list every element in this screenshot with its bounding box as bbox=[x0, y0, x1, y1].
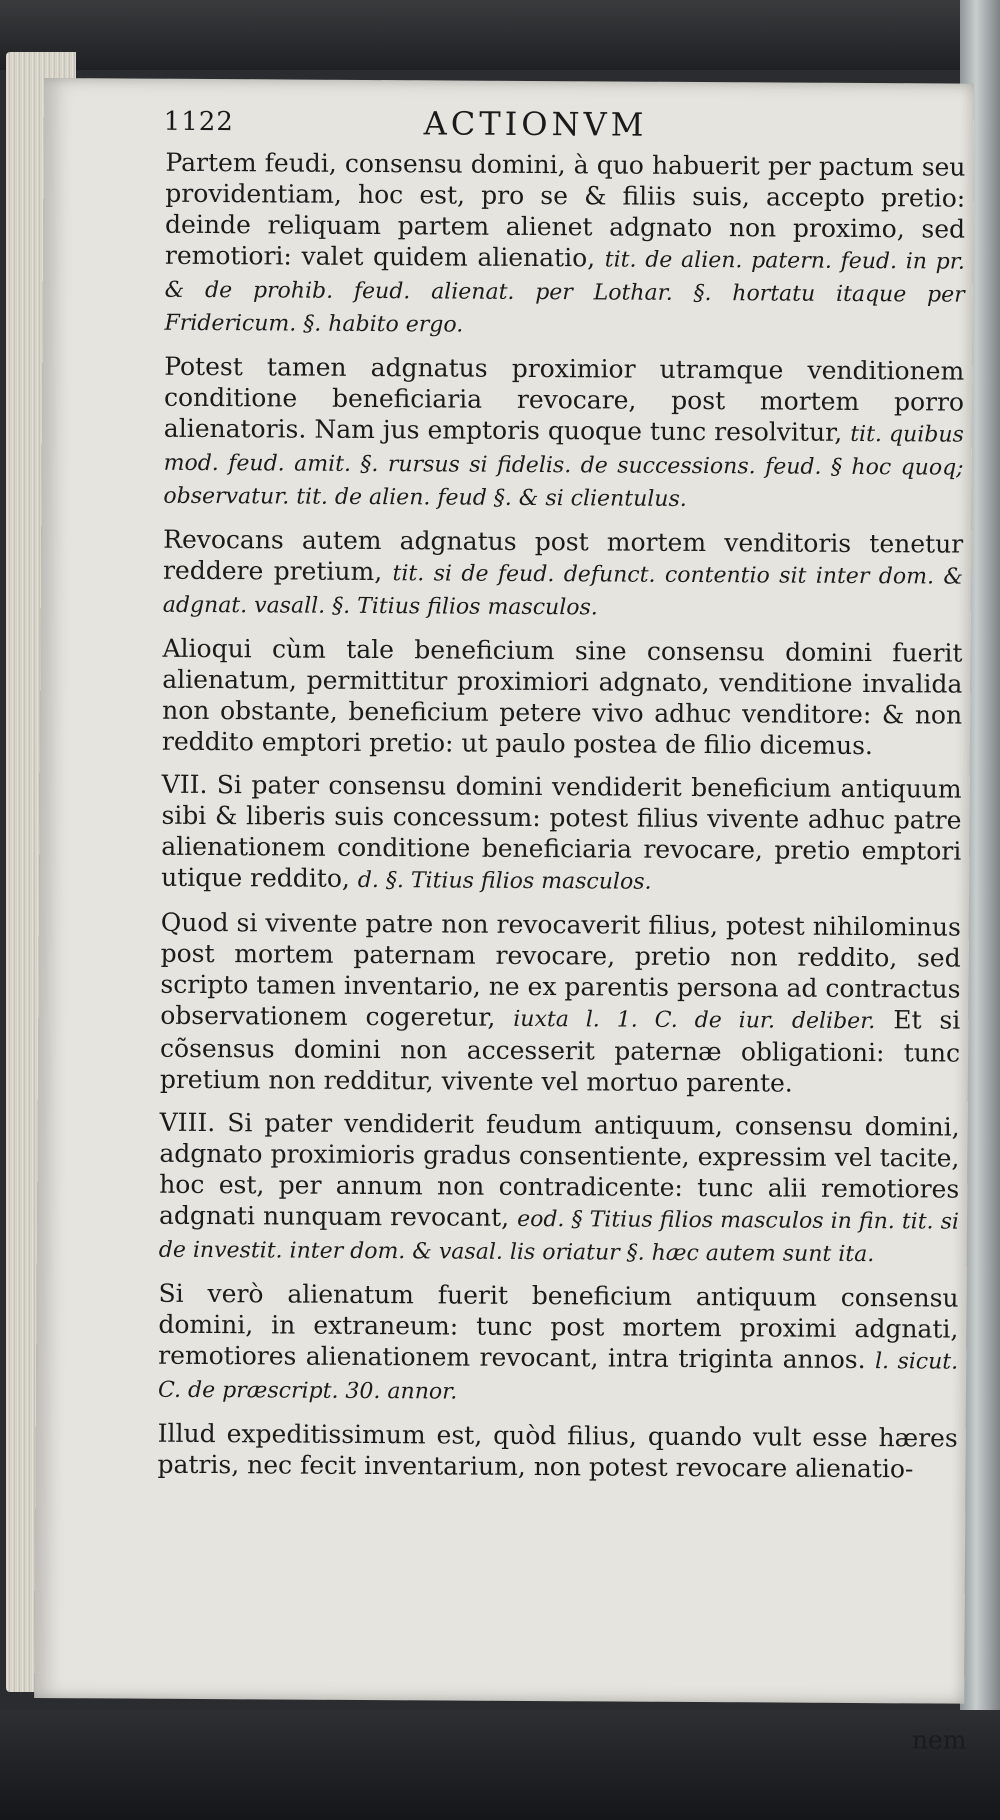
running-title: ACTIONVM bbox=[423, 104, 648, 144]
book-top-shadow bbox=[0, 0, 1000, 70]
paragraph bbox=[158, 1278, 959, 1411]
paragraph-text-tail: Et si cõsensus domini non accesserit paternæ obligationi: tunc pretium non redditur, vivente vel mortuo parente. bbox=[159, 1005, 961, 1098]
running-head bbox=[164, 101, 724, 144]
paragraph bbox=[157, 1418, 957, 1485]
page-number: 1122 bbox=[163, 106, 234, 138]
paragraph bbox=[162, 633, 963, 762]
paragraph bbox=[161, 769, 962, 900]
paragraph-text: VIII. Si pater vendiderit feudum antiquum, consensu domini, adgnato proximioris gradus consentiente, expressim vel tacite, hoc est, per annum non contradicente: tunc alii remotiores adgnati nunquam revocant, bbox=[158, 1107, 960, 1232]
citation: d. §. Titius filios masculos. bbox=[357, 867, 652, 895]
book-page bbox=[34, 78, 974, 1755]
citation: tit. si de feud. defunct. contentio sit inter dom. & adgnat. vasall. §. Titius filios masculos. bbox=[162, 561, 964, 621]
paragraph-text: Revocans autem adgnatus post mortem venditoris tenetur reddere pretium, bbox=[162, 524, 964, 587]
paragraph bbox=[163, 351, 964, 517]
citation: iuxta l. 1. C. de iur. deliber. bbox=[513, 1006, 876, 1035]
citation: tit. de alien. patern. feud. in pr. & de prohib. feud. alienat. per Lothar. §. hortatu itaque per Fridericum. §. habito ergo. bbox=[164, 247, 965, 338]
citation: eod. § Titius filios masculos in fin. tit. si de investit. inter dom. & vasal. lis oriatur §. hæc autem sunt ita. bbox=[158, 1206, 960, 1268]
paragraph-text: VII. Si pater consensu domini vendiderit beneficium antiquum sibi & liberis suis concessum: potest filius vivente adhuc patre alienationem conditione beneficiaria revocare, pretio emptori utique reddito, bbox=[161, 769, 962, 893]
paragraph-text: Quod si vivente patre non revocaverit filius, potest nihilominus post mortem paternam revocare, pretio non reddito, sed scripto tamen inventario, ne ex parentis persona ad contractus observationem cogeretur, bbox=[160, 907, 961, 1032]
paragraph bbox=[164, 147, 965, 344]
paragraph-text: Partem feudi, consensu domini, à quo habuerit per pactum seu providentiam, hoc est, pro se & filiis suis, accepto pretio: deinde reliquam partem alienet adgnato non proximo, sed remotiori: valet quidem alienatio, bbox=[164, 147, 966, 273]
paragraph-text: Illud expeditissimum est, quòd filius, quando vult esse hæres patris, nec fecit inventarium, non potest revocare alienatio- bbox=[157, 1418, 958, 1484]
text-block bbox=[157, 147, 965, 1497]
paragraph-text: Si verò alienatum fuerit beneficium antiquum consensu domini, in extraneum: tunc post mortem proximi adgnati, remotiores alienationem revocant, intra triginta annos. bbox=[158, 1278, 959, 1375]
catchword: nem bbox=[911, 1725, 967, 1755]
citation: l. sicut. C. de præscript. 30. annor. bbox=[157, 1349, 959, 1405]
paragraph-text: Alioqui cùm tale beneficium sine consensu domini fuerit alienatum, permittitur proximiori adgnato, venditione invalida non obstante, beneficium petere vivo adhuc venditore: & non reddito emptori pretio: ut paulo postea de filio dicemus. bbox=[161, 633, 963, 761]
paragraph bbox=[160, 907, 961, 1100]
paragraph bbox=[163, 524, 964, 626]
citation: tit. quibus mod. feud. amit. §. rursus si fidelis. de successions. feud. § hoc quoq; observatur. tit. de alien. feud §. & si clientulus. bbox=[163, 421, 964, 512]
book-bottom-shadow bbox=[0, 1710, 1000, 1820]
paragraph-text: Potest tamen adgnatus proximior utramque venditionem conditione beneficiaria revocare, post mortem porro alienatoris. Nam jus emptoris quoque tunc resolvitur, bbox=[163, 351, 965, 447]
paragraph bbox=[159, 1107, 960, 1271]
